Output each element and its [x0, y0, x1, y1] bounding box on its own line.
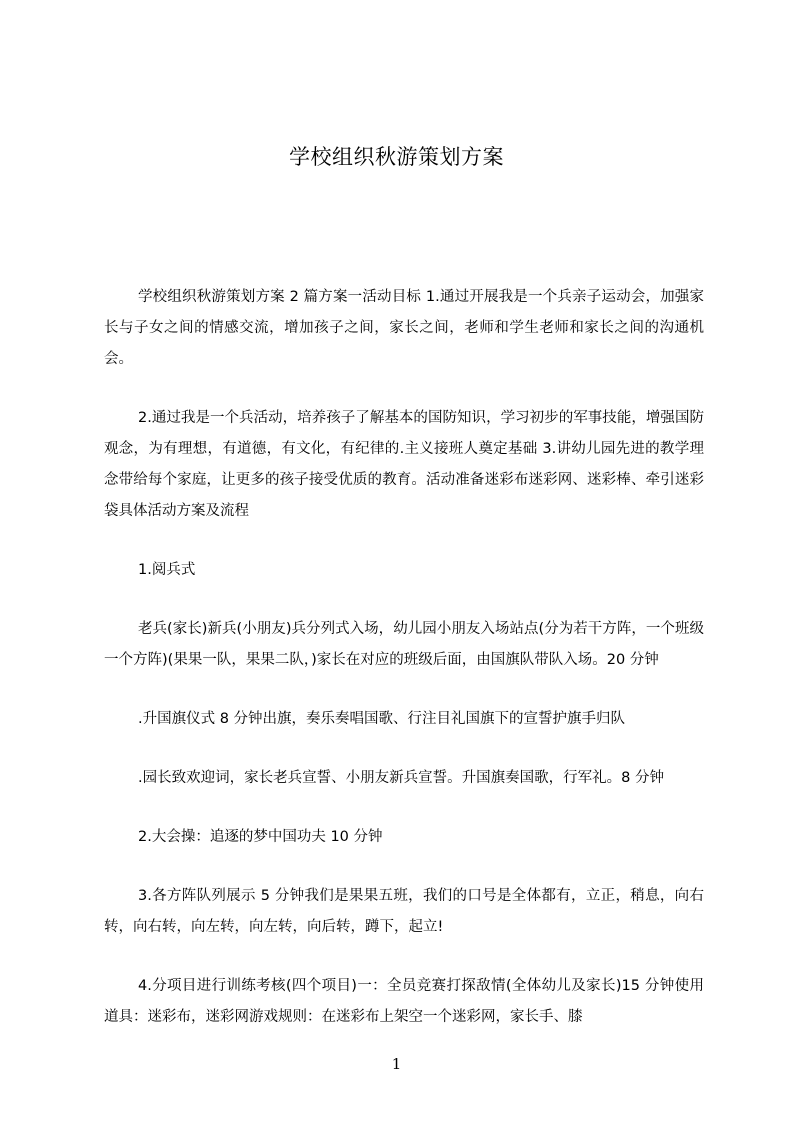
document-body: [104, 282, 704, 1061]
paragraph: 老兵(家长)新兵(小朋友)兵分列式入场，幼儿园小朋友入场站点(分为若干方阵，一个班级一个方阵)(果果一队，果果二队，)家长在对应的班级后面，由国旗队带队入场。20 分钟: [104, 621, 704, 668]
paragraph: 3.各方阵队列展示 5 分钟我们是果果五班，我们的口号是全体都有，立正，稍息，向右转，向右转，向左转，向左转，向后转，蹲下，起立!: [104, 888, 704, 935]
document-title: 学校组织秋游策划方案: [289, 145, 504, 169]
paragraph: .升国旗仪式 8 分钟出旗，奏乐奏唱国歌、行注目礼国旗下的宣誓护旗手归队: [138, 711, 626, 727]
paragraph: .园长致欢迎词，家长老兵宣誓、小朋友新兵宣誓。升国旗奏国歌，行军礼。8 分钟: [138, 770, 664, 786]
paragraph: 2.通过我是一个兵活动，培养孩子了解基本的国防知识，学习初步的军事技能，增强国防观念，为有理想，有道德，有文化，有纪律的.主义接班人奠定基础 3.讲幼儿园先进的教学理念带给每个家庭，让更多的孩子接受优质的教育。活动准备迷彩布迷彩网、迷彩棒、牵引迷彩袋具体活动方案及流程: [104, 410, 704, 519]
paragraph: 2.大会操：追逐的梦中国功夫 10 分钟: [138, 829, 383, 845]
page-number: 1: [391, 1055, 402, 1073]
paragraph: 1.阅兵式: [138, 562, 196, 578]
paragraph: 4.分项目进行训练考核(四个项目)一：全员竞赛打探敌情(全体幼儿及家长)15 分钟使用道具：迷彩布，迷彩网游戏规则：在迷彩布上架空一个迷彩网，家长手、膝: [104, 978, 704, 1025]
paragraph: 学校组织秋游策划方案 2 篇方案一活动目标 1.通过开展我是一个兵亲子运动会，加强家长与子女之间的情感交流，增加孩子之间，家长之间，老师和学生老师和家长之间的沟通机会。: [104, 289, 704, 367]
